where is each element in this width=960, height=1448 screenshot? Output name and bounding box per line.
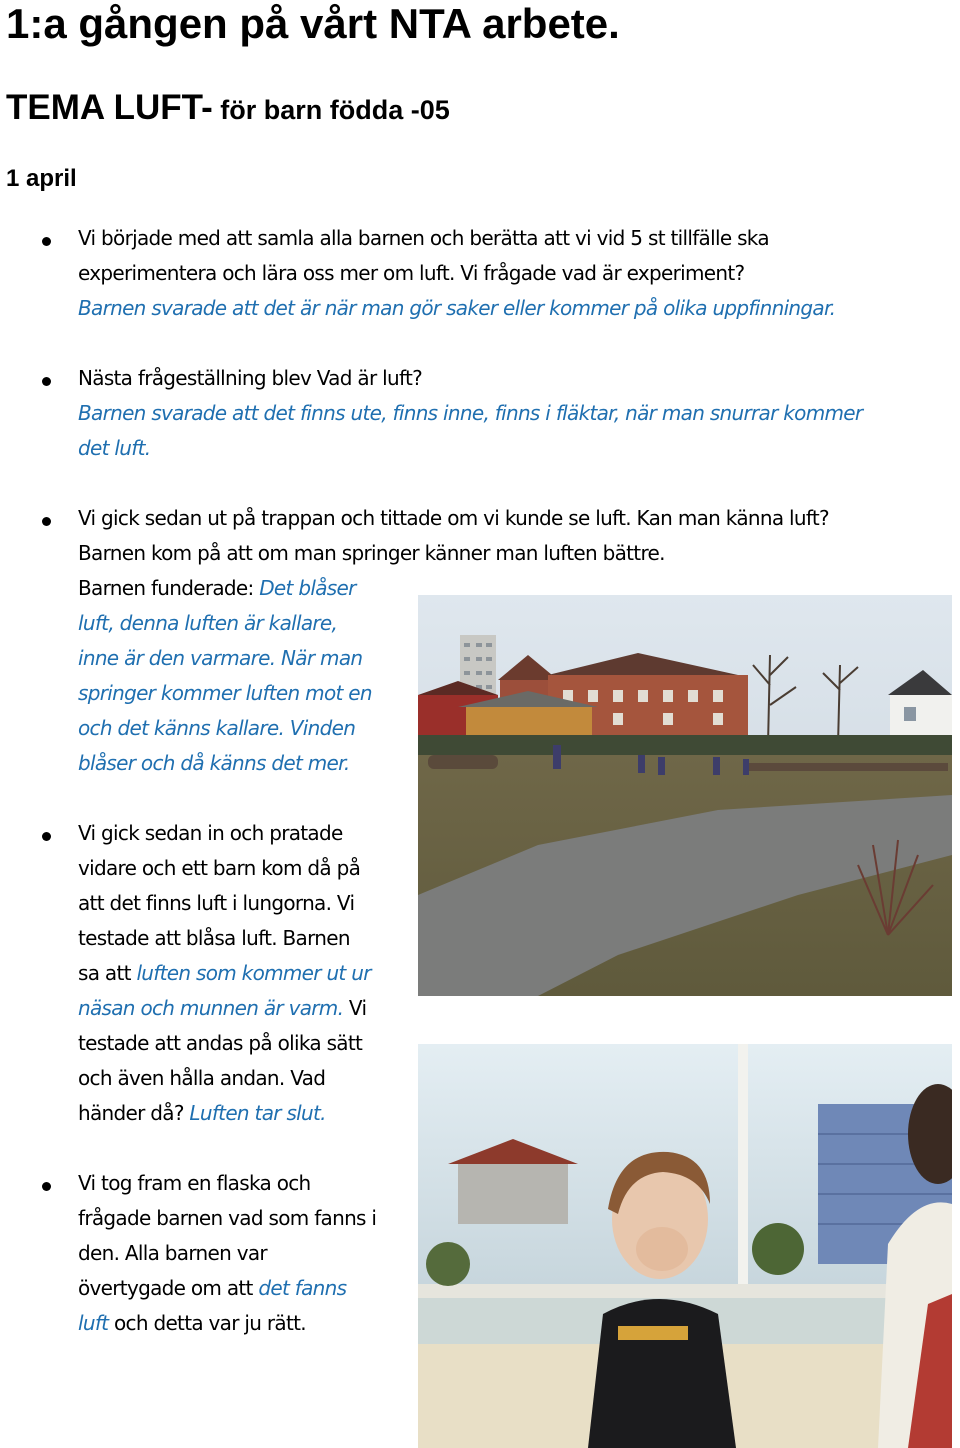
item-5-lead: övertygade om att: [78, 1276, 259, 1300]
theme-heading-sub: för barn födda -05: [212, 95, 450, 125]
item-3-answer-line-1: Det blåser: [259, 576, 356, 600]
child-nose-photo-art: [418, 1044, 952, 1448]
item-2-answer-line-1: Barnen svarade att det finns ute, finns inne, finns i fläktar, när man snurrar kommer: [78, 401, 863, 425]
item-1-line-1: Vi började med att samla alla barnen och berätta att vi vid 5 st tillfälle ska: [78, 226, 769, 250]
bullet-5: [42, 1182, 51, 1191]
item-5-line-5: [78, 1306, 306, 1341]
item-3-lead: Barnen funderade:: [78, 576, 260, 600]
bullet-2: [42, 377, 51, 386]
item-5-answer-2: luft: [78, 1311, 109, 1335]
item-3-answer-line-6: blåser och då känns det mer.: [78, 751, 350, 775]
session-date: 1 april: [6, 165, 77, 192]
item-3-answer-line-2: luft, denna luften är kallare,: [78, 611, 338, 635]
item-1-line-2: experimentera och lära oss mer om luft. Vi frågade vad är experiment?: [78, 261, 745, 285]
item-4-line-2: vidare och ett barn kom då på: [78, 856, 361, 880]
item-3-line-3: [78, 571, 356, 606]
item-4-line-9: [78, 1096, 326, 1131]
item-2-line-1: Nästa frågeställning blev Vad är luft?: [78, 366, 423, 390]
item-4-line-4: testade att blåsa luft. Barnen: [78, 926, 350, 950]
item-4-line-7: testade att andas på olika sätt: [78, 1031, 363, 1055]
playground-photo-art: [418, 595, 952, 996]
item-4-line-1: Vi gick sedan in och pratade: [78, 821, 343, 845]
item-5-tail: och detta var ju rätt.: [108, 1311, 306, 1335]
item-1-answer: Barnen svarade att det är när man gör saker eller kommer på olika uppfinningar.: [78, 296, 836, 320]
item-4-line-6: [78, 991, 366, 1026]
playground-photo: [418, 595, 952, 996]
item-4-line-3: att det finns luft i lungorna. Vi: [78, 891, 355, 915]
item-5-line-3: den. Alla barnen var: [78, 1241, 267, 1265]
item-3-line-2: Barnen kom på att om man springer känner man luften bättre.: [78, 541, 665, 565]
item-4-line-8: och även hålla andan. Vad: [78, 1066, 326, 1090]
item-5-line-2: frågade barnen vad som fanns i: [78, 1206, 377, 1230]
item-5-line-1: Vi tog fram en flaska och: [78, 1171, 311, 1195]
item-4-tail: Vi: [343, 996, 367, 1020]
theme-heading: [6, 86, 450, 137]
item-5-line-4: [78, 1271, 346, 1306]
item-4-answer-3: Luften tar slut.: [189, 1101, 326, 1125]
item-4-lead: sa att: [78, 961, 137, 985]
item-3-line-1: Vi gick sedan ut på trappan och tittade om vi kunde se luft. Kan man känna luft?: [78, 506, 829, 530]
child-nose-photo: [418, 1044, 952, 1448]
item-2-answer-line-2: det luft.: [78, 436, 151, 460]
bullet-4: [42, 832, 51, 841]
item-4-answer-1: luften som kommer ut ur: [136, 961, 371, 985]
item-4-lead-2: händer då?: [78, 1101, 190, 1125]
item-3-answer-line-3: inne är den varmare. När man: [78, 646, 363, 670]
theme-heading-main: TEMA LUFT-: [6, 88, 213, 127]
item-3-answer-line-4: springer kommer luften mot en: [78, 681, 372, 705]
bullet-3: [42, 517, 51, 526]
item-4-answer-2: näsan och munnen är varm.: [78, 996, 344, 1020]
item-4-line-5: [78, 956, 371, 991]
bullet-1: [42, 237, 51, 246]
document-title: 1:a gången på vårt NTA arbete.: [6, 0, 620, 47]
item-3-answer-line-5: och det känns kallare. Vinden: [78, 716, 356, 740]
item-5-answer-1: det fanns: [258, 1276, 347, 1300]
